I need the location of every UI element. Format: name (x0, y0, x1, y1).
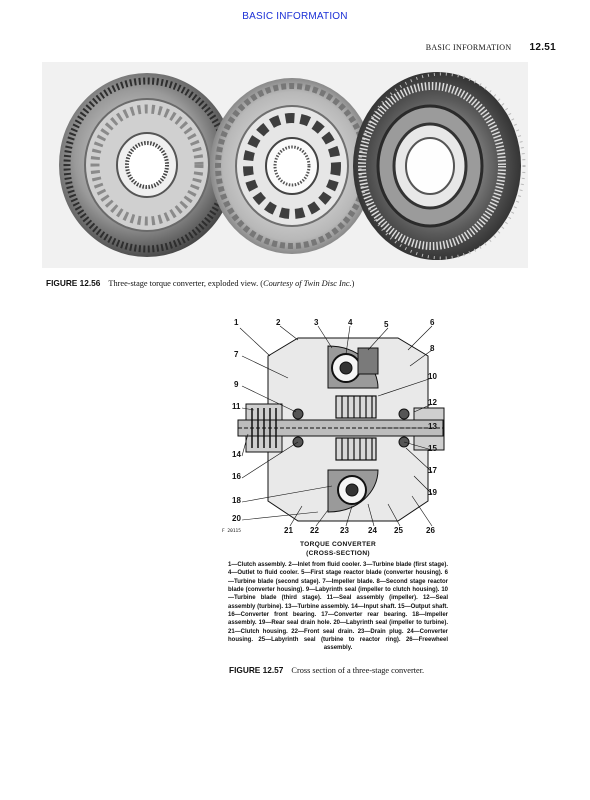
figure-56-label: FIGURE 12.56 (46, 278, 101, 288)
callout-18: 18 (232, 496, 241, 505)
callout-16: 16 (232, 472, 241, 481)
figure-57-caption (229, 665, 424, 675)
callout-6: 6 (430, 318, 435, 327)
figure-56-text: Three-stage torque converter, exploded view. ( (108, 279, 264, 288)
callout-24: 24 (368, 526, 377, 535)
callout-25: 25 (394, 526, 403, 535)
callout-11: 11 (232, 402, 241, 411)
callout-20: 20 (232, 514, 241, 523)
callout-1: 1 (234, 318, 239, 327)
callout-4: 4 (348, 318, 353, 327)
figure-57-text: Cross section of a three-stage converter. (291, 666, 425, 675)
figure-57-label: FIGURE 12.57 (229, 665, 284, 675)
legend-title: TORQUE CONVERTER (299, 541, 377, 548)
figure-57-drawing (228, 316, 448, 538)
figure-56-close: ) (351, 279, 355, 288)
callout-22: 22 (310, 526, 319, 535)
page-number: 12.51 (529, 42, 556, 53)
callout-26: 26 (426, 526, 435, 535)
callout-9: 9 (234, 380, 239, 389)
figure-57-legend (228, 541, 448, 652)
callout-21: 21 (284, 526, 293, 535)
legend-body: 1—Clutch assembly. 2—Inlet from fluid cooler. 3—Turbine blade (first stage). 4—Outlet to fluid cooler. 5—First stage reactor blade (converter housing). 6—Turbine blade (second stage). 7—Impeller blade. 8—Second stage reactor blade (converter housing). 9—Labyrinth seal (impeller to clutch housing). 10—Turbine blade (third stage). 11—Seal assembly (impeller). 12—Seal assembly (turbine). 13—Turbine assembly. 14—Input shaft. 15—Output shaft. 16—Converter front bearing. 17—Converter rear bearing. 18—Impeller assembly. 19—Rear seal drain hole. 20—Labyrinth seal (impeller to turbine). 21—Clutch housing. 22—Front seal drain. 23—Drain plug. 24—Converter housing. 25—Labyrinth seal (turbine to reactor ring). 26—Freewheel assembly. (228, 562, 448, 652)
callout-13: 13 (428, 422, 437, 431)
callout-7: 7 (234, 350, 239, 359)
callout-2: 2 (276, 318, 281, 327)
callout-12: 12 (428, 398, 437, 407)
callout-14: 14 (232, 450, 241, 459)
figure-56-caption (46, 278, 354, 288)
callout-3: 3 (314, 318, 319, 327)
figure-56-courtesy: Courtesy of Twin Disc Inc. (263, 279, 352, 288)
callout-15: 15 (428, 444, 437, 453)
figure-57-ref-code: F 20115 (222, 529, 241, 534)
callout-10: 10 (428, 372, 437, 381)
running-head (426, 42, 556, 53)
top-banner: BASIC INFORMATION (242, 11, 348, 22)
callout-17: 17 (428, 466, 437, 475)
callout-19: 19 (428, 488, 437, 497)
figure-56-photo (42, 62, 528, 268)
photo-reactor (210, 78, 374, 254)
callout-8: 8 (430, 344, 435, 353)
callout-23: 23 (340, 526, 349, 535)
callout-5: 5 (384, 320, 389, 329)
legend-subtitle: (CROSS-SECTION) (306, 549, 370, 557)
photo-turbine (59, 73, 235, 257)
running-head-section: BASIC INFORMATION (425, 43, 512, 52)
